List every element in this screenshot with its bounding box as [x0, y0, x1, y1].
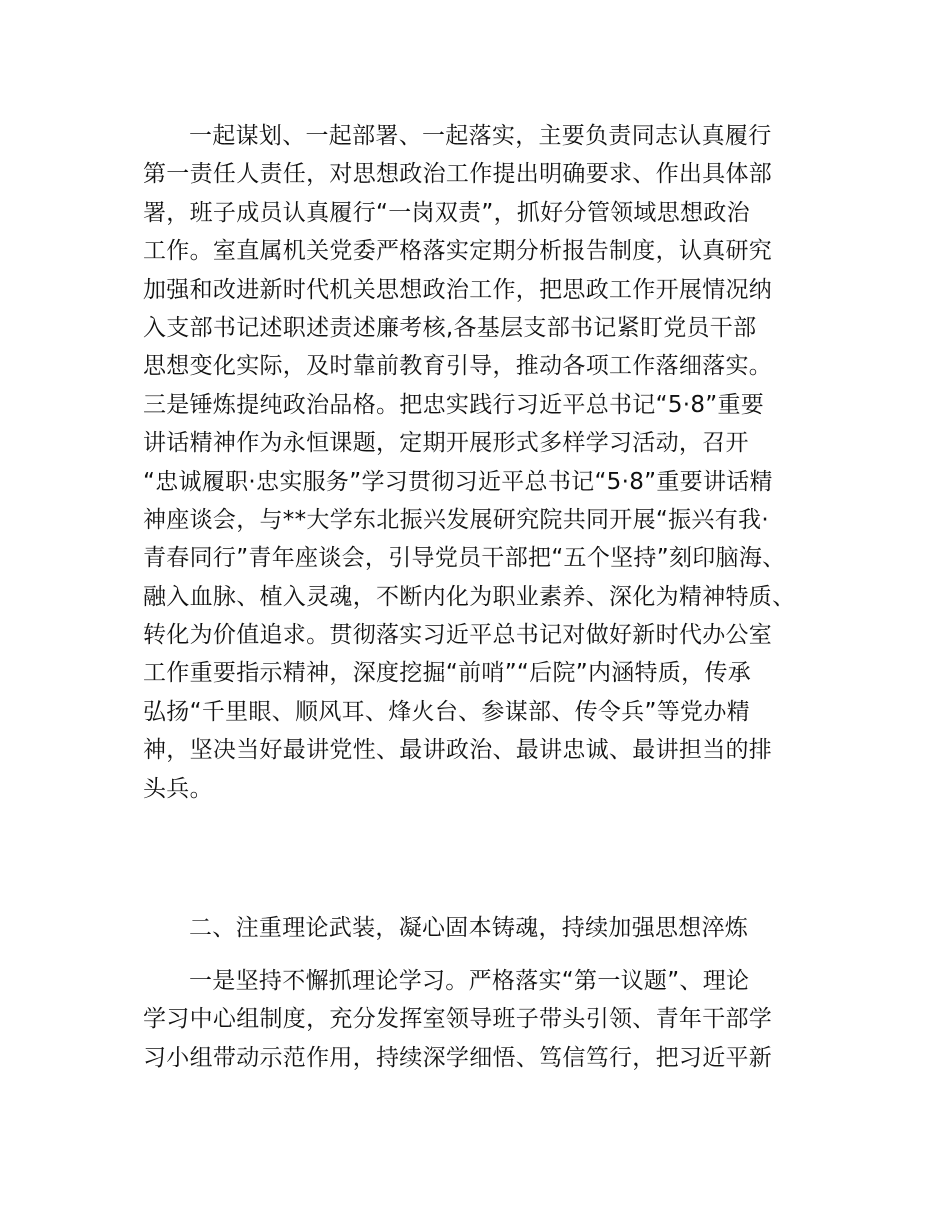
section-heading [143, 909, 833, 947]
text-line: 头兵。 [143, 775, 213, 802]
text-line: 弘扬“千里眼、顺风耳、烽火台、参谋部、传令兵”等党办精 [143, 698, 750, 725]
section-heading-text: 二、注重理论武装，凝心固本铸魂，持续加强思想淬炼 [189, 915, 749, 941]
text-line: 讲话精神作为永恒课题，定期开展形式多样学习活动，召开 [143, 430, 749, 457]
text-line: “忠诚履职·忠实服务”学习贯彻习近平总书记“5·8”重要讲话精 [143, 468, 773, 495]
text-line: 三是锤炼提纯政治品格。把忠实践行习近平总书记“5·8”重要 [143, 391, 765, 418]
text-line: 转化为价值追求。贯彻落实习近平总书记对做好新时代办公室 [143, 622, 773, 649]
text-line: 思想变化实际，及时靠前教育引导，推动各项工作落细落实。 [143, 353, 773, 380]
text-line: 青春同行”青年座谈会，引导党员干部把“五个坚持”刻印脑海、 [143, 545, 786, 572]
text-line: 工作重要指示精神，深度挖掘“前哨”“后院”内涵特质，传承 [143, 660, 752, 687]
text-line: 入支部书记述职述责述廉考核,各基层支部书记紧盯党员干部 [143, 314, 757, 341]
text-line: 神座谈会，与**大学东北振兴发展研究院共同开展“振兴有我· [143, 506, 769, 533]
body-paragraph-continued [143, 117, 833, 808]
text-line: 一是坚持不懈抓理论学习。严格落实“第一议题”、理论 [189, 968, 750, 994]
body-paragraph [143, 962, 833, 1077]
text-line: 神，坚决当好最讲党性、最讲政治、最讲忠诚、最讲担当的排 [143, 737, 773, 764]
text-line: 署，班子成员认真履行“一岗双责”，抓好分管领域思想政治 [143, 199, 750, 226]
text-line: 习小组带动示范作用，持续深学细悟、笃信笃行，把习近平新 [143, 1044, 773, 1071]
text-line: 第一责任人责任，对思想政治工作提出明确要求、作出具体部 [143, 161, 773, 188]
text-line: 加强和改进新时代机关思想政治工作，把思政工作开展情况纳 [143, 276, 773, 303]
text-line: 融入血脉、植入灵魂，不断内化为职业素养、深化为精神特质、 [143, 583, 796, 610]
text-line: 工作。室直属机关党委严格落实定期分析报告制度，认真研究 [143, 238, 773, 265]
text-line: 一起谋划、一起部署、一起落实，主要负责同志认真履行 [189, 123, 772, 149]
text-line: 学习中心组制度，充分发挥室领导班子带头引领、青年干部学 [143, 1006, 773, 1033]
